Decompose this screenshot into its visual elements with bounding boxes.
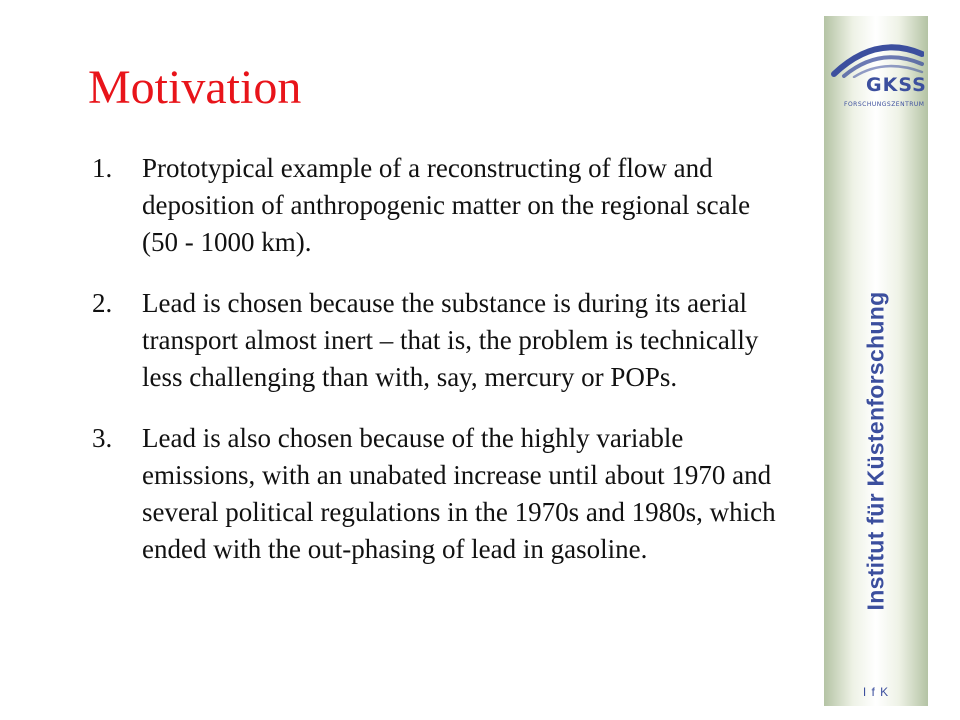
list-item-number: 1.	[92, 153, 113, 183]
list-item-text: Lead is also chosen because of the highly variable emissions, with an unabated increase until about 1970 and several political regulations in the 1970s and 1980s, which ended with the out-phasing of lead in gasoline.	[142, 423, 776, 564]
gkss-logo-icon	[830, 30, 924, 78]
list-item	[92, 150, 792, 261]
list-item-text: Lead is chosen because the substance is during its aerial transport almost inert – that is, the problem is technically less challenging than with, say, mercury or POPs.	[142, 288, 759, 392]
logo-subtitle: FORSCHUNGSZENTRUM	[844, 101, 925, 108]
institute-abbreviation: I f K	[862, 685, 890, 699]
motivation-list	[92, 150, 792, 592]
logo-wordmark: GKSS	[866, 74, 927, 96]
gkss-logo	[830, 30, 927, 110]
list-item-number: 2.	[92, 288, 113, 318]
list-item-number: 3.	[92, 423, 113, 453]
list-item	[92, 420, 792, 568]
slide-title: Motivation	[88, 61, 302, 114]
list-item	[92, 285, 792, 396]
institute-sidebar	[824, 16, 928, 706]
institute-name: Institut für Küstenforschung	[862, 291, 889, 611]
list-item-text: Prototypical example of a reconstructing of flow and deposition of anthropogenic matter on the regional scale (50 - 1000 km).	[142, 153, 751, 257]
